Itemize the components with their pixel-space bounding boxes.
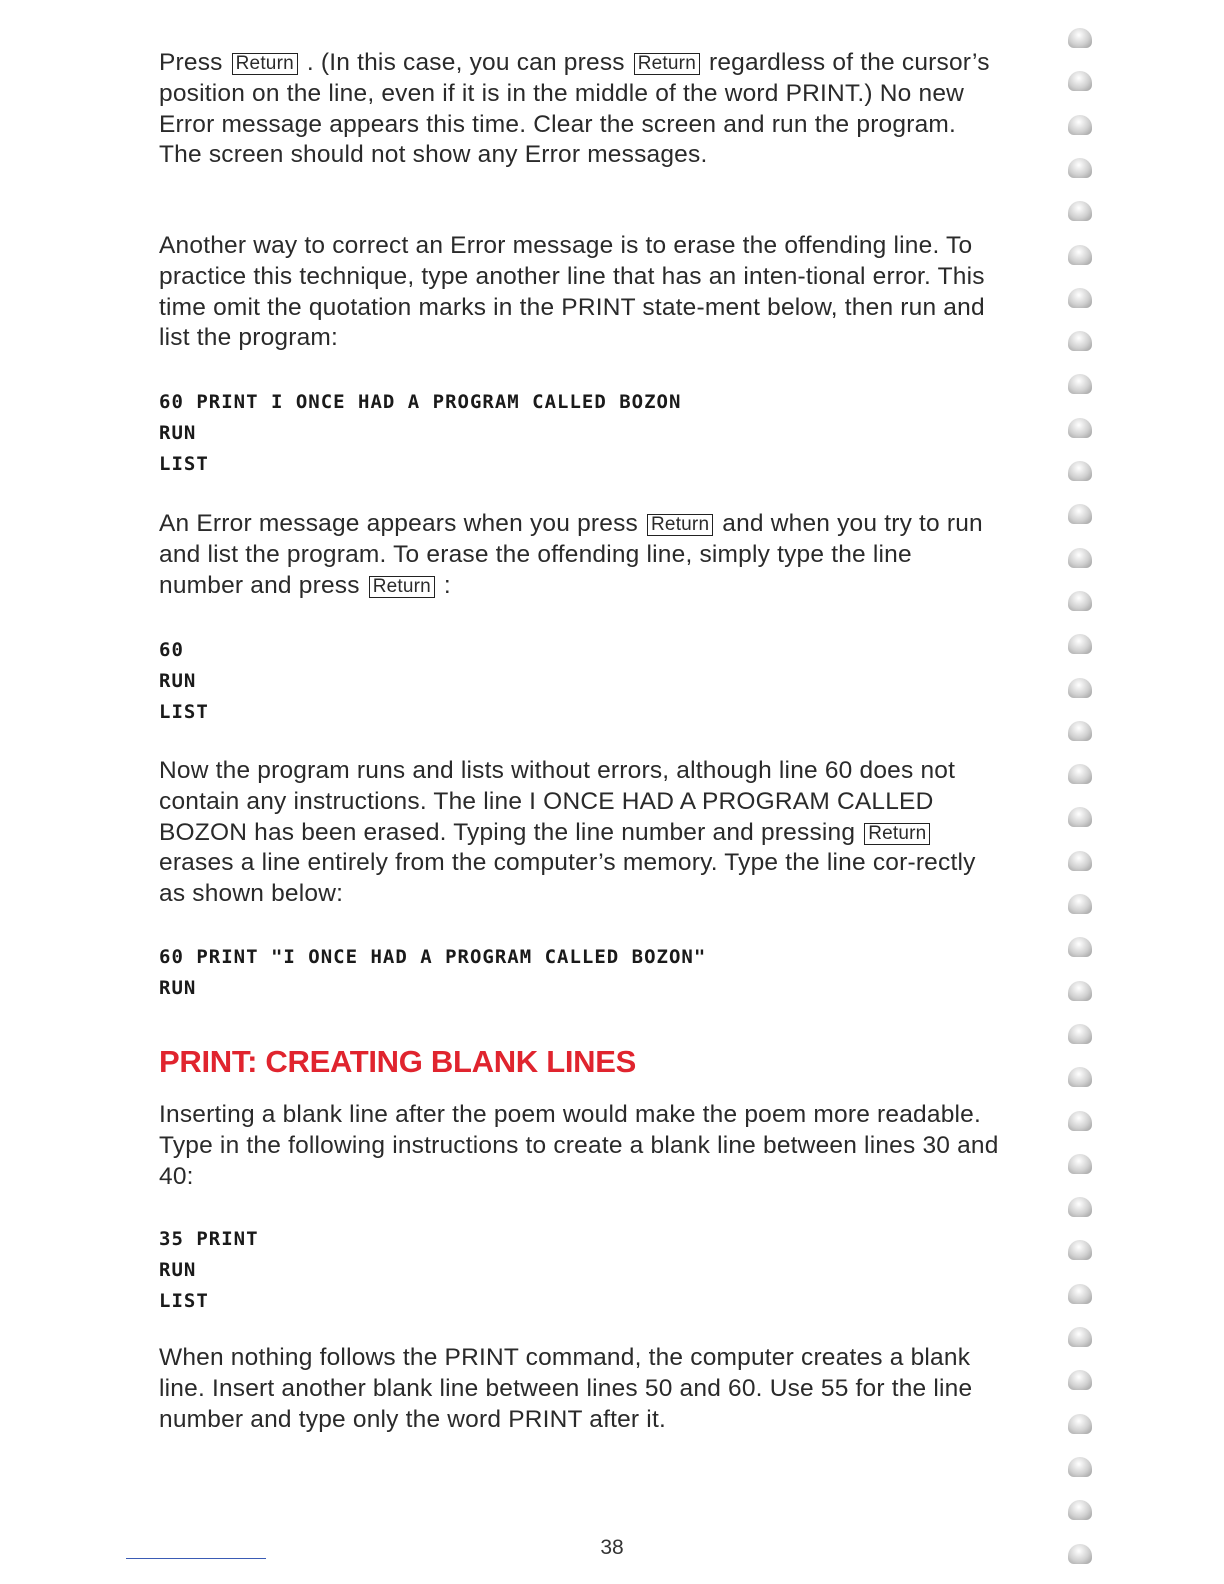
paragraph-blank-line-intro: Inserting a blank line after the poem would make the poem more readable. Type in the following instructions to create a blank line between lines 30 and 40: bbox=[159, 1101, 999, 1190]
code-line: RUN bbox=[159, 670, 197, 692]
binding-ring bbox=[1068, 28, 1092, 48]
binding-ring bbox=[1068, 115, 1092, 135]
binding-ring bbox=[1068, 937, 1092, 957]
code-block-blank-print bbox=[159, 1224, 259, 1317]
paragraph-return-explanation bbox=[159, 48, 999, 171]
text-segment: erases a line entirely from the computer’s memory. Type the line cor-rectly as shown below: bbox=[159, 849, 976, 908]
binding-ring bbox=[1068, 1544, 1092, 1564]
binding-ring bbox=[1068, 548, 1092, 568]
binding-ring bbox=[1068, 504, 1092, 524]
code-line: 60 PRINT "I ONCE HAD A PROGRAM CALLED BOZON" bbox=[159, 946, 707, 968]
binding-ring bbox=[1068, 288, 1092, 308]
binding-ring bbox=[1068, 591, 1092, 611]
code-line: 60 PRINT I ONCE HAD A PROGRAM CALLED BOZON bbox=[159, 391, 682, 413]
binding-ring bbox=[1068, 1457, 1092, 1477]
binding-ring bbox=[1068, 1284, 1092, 1304]
text-segment: : bbox=[436, 571, 451, 599]
binding-ring bbox=[1068, 418, 1092, 438]
code-block-erroneous-line bbox=[159, 387, 681, 480]
code-line: LIST bbox=[159, 453, 209, 475]
text-segment: Now the program runs and lists without errors, although line 60 does not contain any instructions. The line I ONCE HAD A PROGRAM CALLED BOZON has been erased. Typing the line number and pressing bbox=[159, 757, 956, 846]
text-segment: Press bbox=[159, 49, 230, 76]
binding-ring bbox=[1068, 1370, 1092, 1390]
spiral-binding bbox=[1060, 0, 1120, 1584]
paragraph-blank-line-explanation: When nothing follows the PRINT command, the computer creates a blank line. Insert another blank line between lines 50 and 60. Use 55 for the line number and type only the word PRINT after it. bbox=[159, 1344, 973, 1433]
binding-ring bbox=[1068, 634, 1092, 654]
binding-ring bbox=[1068, 807, 1092, 827]
footer-rule bbox=[126, 1558, 266, 1559]
page-number: 38 bbox=[600, 1536, 624, 1559]
binding-ring bbox=[1068, 245, 1092, 265]
code-line: LIST bbox=[159, 1290, 209, 1312]
text-segment: and when you try to run and list the program. To erase the offending line, simply type the line number and press bbox=[159, 510, 983, 599]
binding-ring bbox=[1068, 1154, 1092, 1174]
binding-ring bbox=[1068, 1197, 1092, 1217]
paragraph-line-erased bbox=[159, 756, 999, 910]
binding-ring bbox=[1068, 851, 1092, 871]
paragraph-erase-instructions bbox=[159, 509, 999, 601]
text-segment: . (In this case, you can press bbox=[299, 49, 632, 76]
text-segment: An Error message appears when you press bbox=[159, 510, 645, 537]
code-block-erase-line bbox=[159, 635, 209, 728]
binding-ring bbox=[1068, 1111, 1092, 1131]
binding-ring bbox=[1068, 894, 1092, 914]
paragraph-erase-line-intro: Another way to correct an Error message is to erase the offending line. To practice this technique, type another line that has an inten-tional error. This time omit the quotation marks in the PRINT state-ment below, then run and list the program: bbox=[159, 232, 985, 352]
binding-ring bbox=[1068, 158, 1092, 178]
text-segment: regardless of the cursor’s position on the line, even if it is in the middle of the word PRINT.) No new Error message appears this time. Clear the screen and run the program. The screen should not show any Error messages. bbox=[159, 49, 990, 169]
code-line: 35 PRINT bbox=[159, 1228, 259, 1250]
binding-ring bbox=[1068, 1327, 1092, 1347]
binding-ring bbox=[1068, 981, 1092, 1001]
code-line: RUN bbox=[159, 422, 197, 444]
return-key-label: Return bbox=[634, 53, 700, 75]
code-line: LIST bbox=[159, 701, 209, 723]
code-line: RUN bbox=[159, 977, 197, 999]
code-block-corrected-line bbox=[159, 942, 706, 1004]
binding-ring bbox=[1068, 374, 1092, 394]
binding-ring bbox=[1068, 764, 1092, 784]
binding-ring bbox=[1068, 461, 1092, 481]
binding-ring bbox=[1068, 71, 1092, 91]
binding-ring bbox=[1068, 201, 1092, 221]
binding-ring bbox=[1068, 1414, 1092, 1434]
section-heading: PRINT: CREATING BLANK LINES bbox=[159, 1044, 636, 1079]
binding-ring bbox=[1068, 721, 1092, 741]
binding-ring bbox=[1068, 1067, 1092, 1087]
code-line: 60 bbox=[159, 639, 184, 661]
return-key-label: Return bbox=[369, 576, 435, 598]
return-key-label: Return bbox=[232, 53, 298, 75]
return-key-label: Return bbox=[647, 514, 713, 536]
code-line: RUN bbox=[159, 1259, 197, 1281]
binding-ring bbox=[1068, 1500, 1092, 1520]
binding-ring bbox=[1068, 331, 1092, 351]
binding-ring bbox=[1068, 678, 1092, 698]
return-key-label: Return bbox=[864, 823, 930, 845]
binding-ring bbox=[1068, 1240, 1092, 1260]
binding-ring bbox=[1068, 1024, 1092, 1044]
